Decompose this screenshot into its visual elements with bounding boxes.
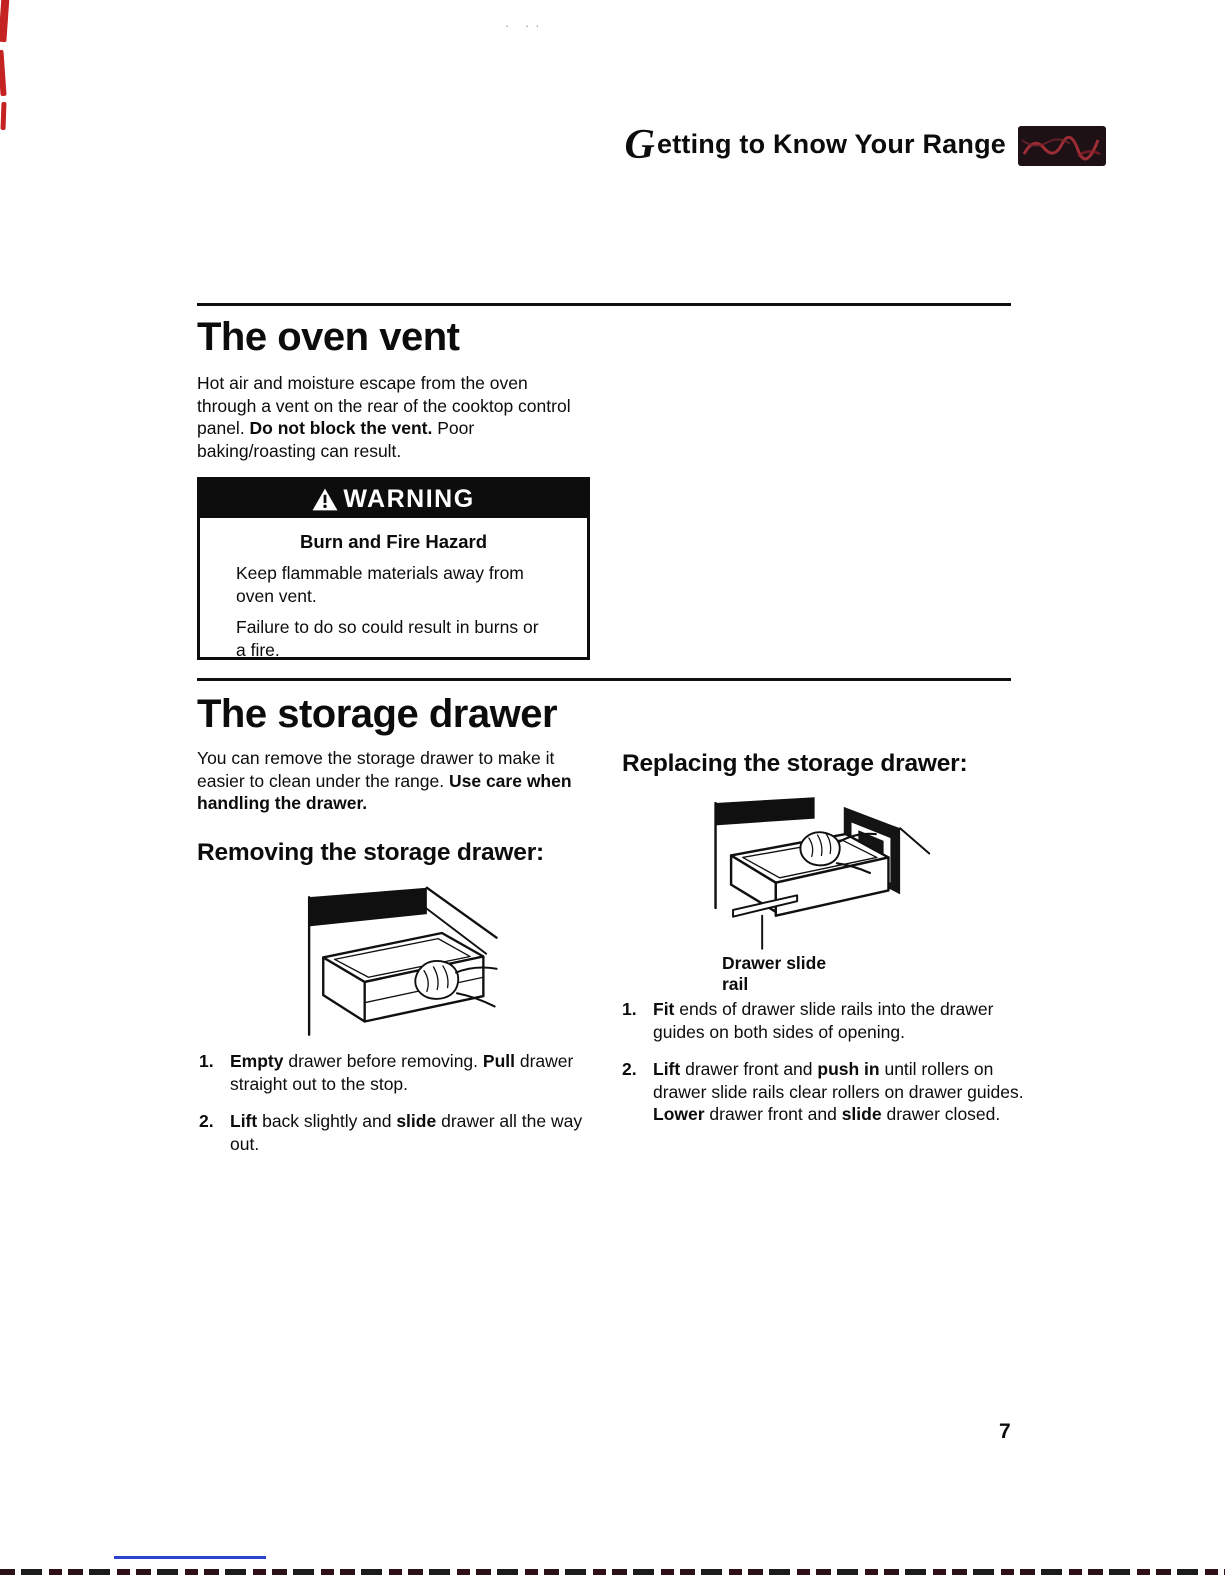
scan-artifact-blue-line xyxy=(114,1556,266,1559)
section-divider xyxy=(197,303,1011,306)
warning-box xyxy=(197,477,590,660)
scan-artifact-red-mark xyxy=(0,0,10,42)
scan-artifact-bottom-dashes xyxy=(0,1569,1225,1575)
replacing-steps xyxy=(622,998,1028,1126)
step-number: 2. xyxy=(199,1111,214,1131)
brand-logo xyxy=(1018,126,1106,166)
scan-artifact-red-mark xyxy=(0,50,7,96)
replacing-drawer-illustration xyxy=(700,793,938,951)
scan-artifact-red-mark xyxy=(1,102,7,130)
section-title-storage-drawer: The storage drawer xyxy=(197,692,558,736)
step-item xyxy=(622,998,1028,1043)
warning-header xyxy=(200,480,587,518)
step-text: Lift back slightly and slide drawer all the way out. xyxy=(230,1111,583,1154)
caption-line-1: Drawer slide xyxy=(722,953,827,973)
replacing-heading: Replacing the storage drawer: xyxy=(622,750,968,777)
warning-triangle-icon xyxy=(312,488,338,511)
page-header xyxy=(540,122,1106,169)
step-item xyxy=(199,1050,606,1095)
step-number: 2. xyxy=(622,1059,637,1079)
section-title-oven-vent: The oven vent xyxy=(197,315,460,359)
storage-drawer-intro: You can remove the storage drawer to make it easier to clean under the range. Use care when handling the drawer. xyxy=(197,748,572,813)
step-item xyxy=(199,1110,606,1155)
page-header-title xyxy=(624,122,1006,169)
page-number: 7 xyxy=(999,1420,1011,1443)
removing-heading: Removing the storage drawer: xyxy=(197,839,545,866)
warning-text-1: Keep flammable materials away from oven vent. xyxy=(236,563,524,606)
step-text: Fit ends of drawer slide rails into the drawer guides on both sides of opening. xyxy=(653,999,994,1042)
replacing-drawer-drawing xyxy=(700,793,938,951)
warning-text-2: Failure to do so could result in burns or a fire. xyxy=(236,617,539,660)
step-number: 1. xyxy=(199,1051,214,1071)
removing-steps xyxy=(199,1050,606,1155)
hazard-title: Burn and Fire Hazard xyxy=(299,531,488,552)
step-text: Empty drawer before removing. Pull drawer straight out to the stop. xyxy=(230,1051,574,1094)
warning-label: WARNING xyxy=(343,484,475,513)
brand-logo-scribble xyxy=(1018,126,1106,166)
oven-vent-paragraph: Hot air and moisture escape from the oven through a vent on the rear of the cooktop control panel. Do not block the vent. Poor baking/roasting can result. xyxy=(197,373,571,461)
removing-drawer-illustration xyxy=(283,884,501,1046)
removing-drawer-drawing xyxy=(283,884,501,1046)
section-divider xyxy=(197,678,1011,681)
drawer-slide-rail-caption xyxy=(722,953,826,995)
scan-artifact-dots: · ·· xyxy=(505,18,546,33)
header-title-text: etting to Know Your Range xyxy=(657,129,1006,160)
header-initial-g: G xyxy=(624,122,655,169)
step-number: 1. xyxy=(622,999,637,1019)
step-text: Lift drawer front and push in until rollers on drawer slide rails clear rollers on drawer guides. Lower drawer front and slide drawer closed. xyxy=(653,1059,1024,1124)
caption-line-2: rail xyxy=(722,974,749,994)
step-item xyxy=(622,1058,1028,1126)
